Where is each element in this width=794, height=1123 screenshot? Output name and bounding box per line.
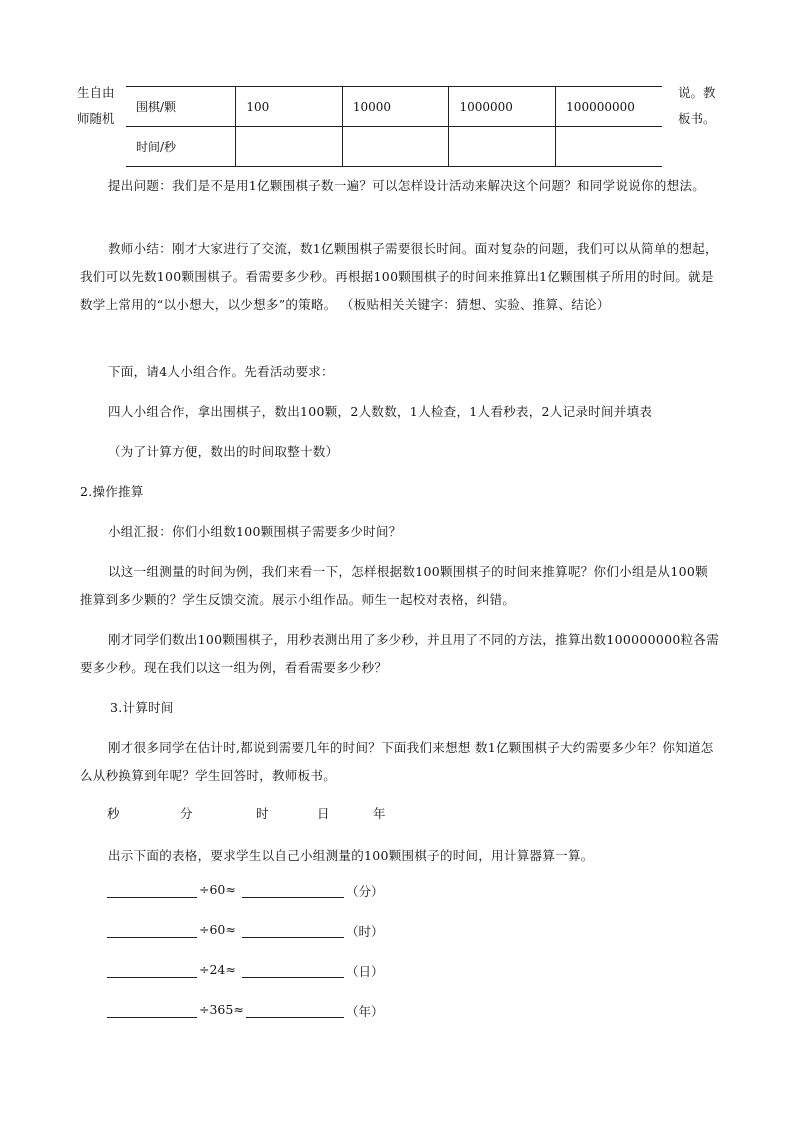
calc-unit: （日） (346, 964, 384, 979)
unit-sequence (0, 804, 794, 824)
paragraph-estimate: 刚才很多同学在估计时,都说到需要几年的时间？下面我们来想想 数1亿颗围棋子大约需要多少年？你知道怎么从秒换算到年呢？学生回答时，教师板书。 (80, 740, 714, 783)
paragraph-report: 小组汇报：你们小组数100颗围棋子需要多少时间？ (108, 524, 402, 539)
answer-blank[interactable] (107, 897, 197, 898)
calc-row (0, 882, 794, 904)
paragraph-recap: 刚才同学们数出100颗围棋子，用秒表测出用了多少秒，并且用了不同的方法，推算出数100000000粒各需要多少秒。现在我们以这一组为例，看看需要多少秒？ (80, 632, 720, 675)
side-right-line-1: 说。教 (678, 85, 716, 100)
section-heading-2: 2.操作推算 (80, 484, 144, 499)
paragraph-example: 以这一组测量的时间为例，我们来看一下，怎样根据数100颗围棋子的时间来推算呢？你们小组是从100颗推算到多少颗的？学生反馈交流。展示小组作品。师生一起校对表格，纠错。 (80, 564, 708, 607)
answer-blank[interactable] (242, 977, 344, 978)
calc-operator: ÷60≈ (199, 882, 236, 897)
paragraph-instruction: 出示下面的表格，要求学生以自己小组测量的100颗围棋子的时间，用计算器算一算。 (108, 848, 594, 863)
calc-operator: ÷60≈ (199, 922, 236, 937)
calc-operator: ÷365≈ (199, 1002, 244, 1017)
calc-row (0, 922, 794, 944)
calc-operator: ÷24≈ (199, 962, 236, 977)
table-cell-empty[interactable] (342, 127, 449, 167)
answer-blank[interactable] (242, 937, 344, 938)
paragraph-summary: 教师小结：刚才大家进行了交流，数1亿颗围棋子需要很长时间。面对复杂的问题，我们可以从简单的想起，我们可以先数100颗围棋子。看需要多少秒。再根据100颗围棋子的时间来推算出1亿颗围棋子所用的时间。就是数学上常用的“以小想大，以少想多”的策略。 （板贴相关关键字：猜想、实验、推算、结论） (80, 241, 718, 312)
calc-unit: （时） (346, 924, 384, 939)
count-time-table (126, 86, 662, 167)
calc-row (0, 962, 794, 984)
paragraph-requirements: 四人小组合作，拿出围棋子，数出100颗，2人数数，1人检查，1人看秒表，2人记录时间并填表 (108, 404, 653, 419)
answer-blank[interactable] (107, 977, 197, 978)
table-row-header: 时间/秒 (126, 127, 236, 167)
unit-label: 秒 (107, 806, 120, 821)
table-cell-empty[interactable] (236, 127, 342, 167)
side-right-line-2: 板书。 (678, 111, 716, 126)
side-left-line-2: 师随机 (77, 111, 115, 126)
section-heading-3: 3.计算时间 (110, 700, 174, 715)
table-row (126, 87, 662, 127)
calc-unit: （年） (346, 1004, 384, 1019)
table-cell: 1000000 (449, 87, 556, 127)
table-cell: 10000 (342, 87, 449, 127)
answer-blank[interactable] (107, 937, 197, 938)
paragraph-group-intro: 下面，请4人小组合作。先看活动要求： (108, 364, 334, 379)
paragraph-note: （为了计算方便，数出的时间取整十数） (108, 444, 339, 459)
side-left-line-1: 生自由 (77, 85, 115, 100)
table-row (126, 127, 662, 167)
unit-label: 时 (256, 806, 269, 821)
unit-label: 分 (180, 806, 193, 821)
side-text-left (77, 80, 115, 132)
calc-row (0, 1002, 794, 1024)
side-text-right (678, 80, 716, 132)
table-row-header: 围棋/颗 (126, 87, 236, 127)
answer-blank[interactable] (246, 1017, 344, 1018)
answer-blank[interactable] (242, 897, 344, 898)
table-cell-empty[interactable] (449, 127, 556, 167)
unit-label: 年 (373, 806, 386, 821)
paragraph-question: 提出问题：我们是不是用1亿颗围棋子数一遍？可以怎样设计活动来解决这个问题？和同学说说你的想法。 (108, 178, 706, 193)
answer-blank[interactable] (107, 1017, 197, 1018)
table-cell: 100 (236, 87, 342, 127)
table-cell-empty[interactable] (556, 127, 662, 167)
calc-unit: （分） (346, 884, 384, 899)
table-cell: 100000000 (556, 87, 662, 127)
unit-label: 日 (317, 806, 330, 821)
